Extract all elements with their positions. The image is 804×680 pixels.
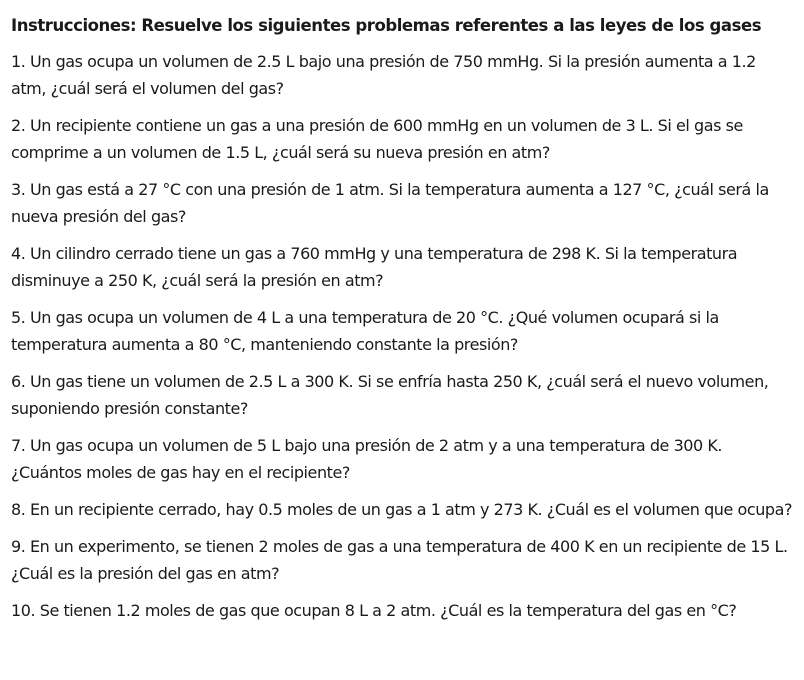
problem-2: 2. Un recipiente contiene un gas a una presión de 600 mmHg en un volumen de 3 L. Si el gas se comprime a un volumen de 1.5 L, ¿cuál será su nueva presión en atm? bbox=[11, 116, 743, 162]
problem-8: 8. En un recipiente cerrado, hay 0.5 moles de un gas a 1 atm y 273 K. ¿Cuál es el volumen que ocupa? bbox=[11, 500, 792, 519]
problem-7: 7. Un gas ocupa un volumen de 5 L bajo una presión de 2 atm y a una temperatura de 300 K. ¿Cuántos moles de gas hay en el recipiente? bbox=[11, 436, 723, 482]
problem-1: 1. Un gas ocupa un volumen de 2.5 L bajo una presión de 750 mmHg. Si la presión aumenta a 1.2 atm, ¿cuál será el volumen del gas? bbox=[11, 52, 756, 98]
problem-list bbox=[11, 48, 792, 624]
problem-3: 3. Un gas está a 27 °C con una presión de 1 atm. Si la temperatura aumenta a 127 °C, ¿cuál será la nueva presión del gas? bbox=[11, 180, 769, 226]
problem-9: 9. En un experimento, se tienen 2 moles de gas a una temperatura de 400 K en un recipiente de 15 L. ¿Cuál es la presión del gas en atm? bbox=[11, 537, 788, 583]
instructions-heading: Instrucciones: Resuelve los siguientes problemas referentes a las leyes de los gases bbox=[11, 16, 762, 35]
problem-10: 10. Se tienen 1.2 moles de gas que ocupan 8 L a 2 atm. ¿Cuál es la temperatura del gas en °C? bbox=[11, 601, 737, 620]
problem-6: 6. Un gas tiene un volumen de 2.5 L a 300 K. Si se enfría hasta 250 K, ¿cuál será el nuevo volumen, suponiendo presión constante? bbox=[11, 372, 769, 418]
problem-4: 4. Un cilindro cerrado tiene un gas a 760 mmHg y una temperatura de 298 K. Si la temperatura disminuye a 250 K, ¿cuál será la presión en atm? bbox=[11, 244, 738, 290]
problem-5: 5. Un gas ocupa un volumen de 4 L a una temperatura de 20 °C. ¿Qué volumen ocupará si la temperatura aumenta a 80 °C, manteniendo constante la presión? bbox=[11, 308, 719, 354]
